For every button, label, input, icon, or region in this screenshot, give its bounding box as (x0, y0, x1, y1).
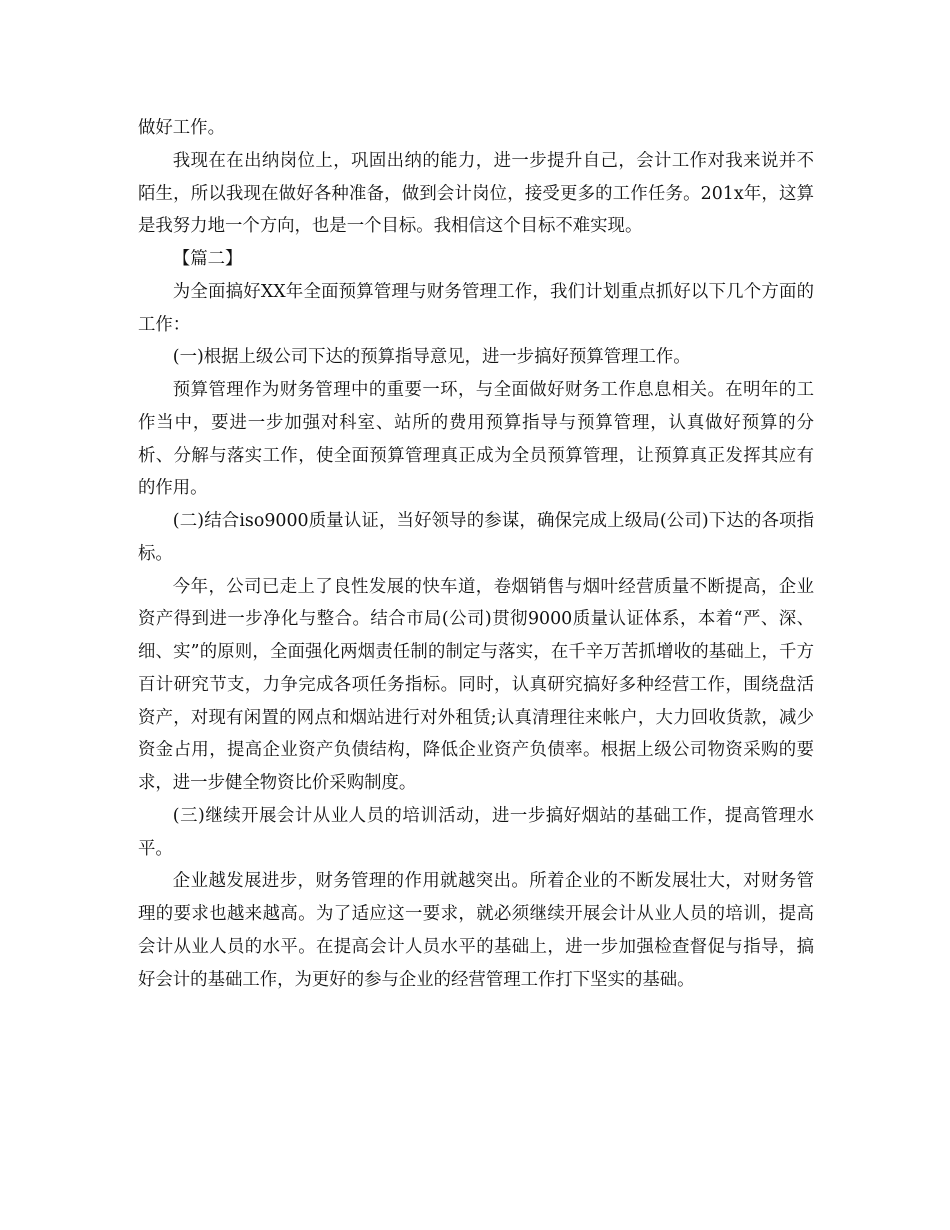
paragraph-intro: 为全面搞好XX年全面预算管理与财务管理工作，我们计划重点抓好以下几个方面的工作： (138, 281, 814, 335)
item-heading-2: (二)结合iso9000质量认证，当好领导的参谋，确保完成上级局(公司)下达的各项指标。 (138, 511, 814, 564)
item-heading-3: (三)继续开展会计从业人员的培训活动，进一步搞好烟站的基础工作，提高管理水平。 (138, 805, 814, 859)
paragraph-continuation: 做好工作。 (138, 118, 225, 138)
document-page (138, 112, 814, 996)
paragraph-this-year: 今年，公司已走上了良性发展的快车道，卷烟销售与烟叶经营质量不断提高，企业资产得到进一步净化与整合。结合市局(公司)贯彻9000质量认证体系，本着“严、深、细、实”的原则，全面强化两烟责任制的制定与落实，在千辛万苦抓增收的基础上，千方百计研究节支，力争完成各项任务指标。同时，认真研究搞好多种经营工作，围绕盘活资产，对现有闲置的网点和烟站进行对外租赁;认真清理往来帐户，大力回收货款，减少资金占用，提高企业资产负债结构，降低企业资产负债率。根据上级公司物资采购的要求，进一步健全物资比价采购制度。 (138, 576, 814, 793)
item-heading-1: (一)根据上级公司下达的预算指导意见，进一步搞好预算管理工作。 (172, 347, 691, 368)
paragraph-budget-management: 预算管理作为财务管理中的重要一环，与全面做好财务工作息息相关。在明年的工作当中，要进一步加强对科室、站所的费用预算指导与预算管理，认真做好预算的分析、分解与落实工作，使全面预算管理真正成为全员预算管理，让预算真正发挥其应有的作用。 (138, 380, 814, 499)
paragraph-financial-role: 企业越发展进步，财务管理的作用就越突出。所着企业的不断发展壮大，对财务管理的要求也越来越高。为了适应这一要求，就必须继续开展会计从业人员的培训，提高会计从业人员的水平。在提高会计人员水平的基础上，进一步加强检查督促与指导，搞好会计的基础工作，为更好的参与企业的经营管理工作打下坚实的基础。 (138, 871, 814, 990)
section-heading-part-two: 【篇二】 (172, 249, 243, 269)
paragraph-cashier-position: 我现在在出纳岗位上，巩固出纳的能力，进一步提升自己，会计工作对我来说并不陌生，所以我现在做好各种准备，做到会计岗位，接受更多的工作任务。201x年，这算是我努力地一个方向，也是一个目标。我相信这个目标不难实现。 (138, 150, 814, 237)
